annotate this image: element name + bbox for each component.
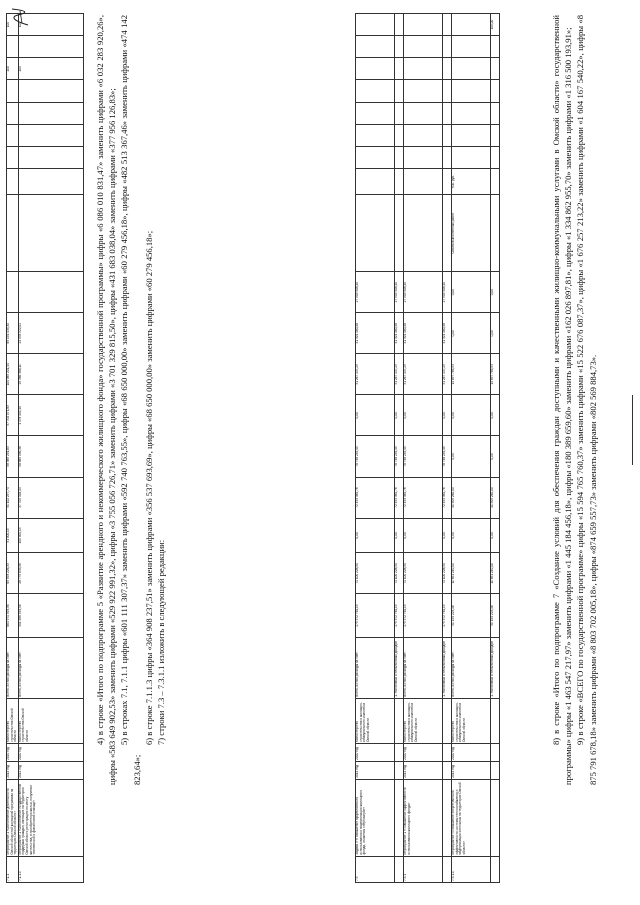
table-cell: 71 100 228,90	[395, 553, 404, 594]
amendment-paragraphs-1	[94, 15, 167, 785]
table-cell: 0,00	[491, 518, 500, 553]
table-cell: 501 696 533,56	[18, 594, 83, 637]
table-cell	[452, 80, 491, 102]
table-cell	[404, 168, 443, 194]
table-cell: 2014 год	[452, 761, 491, 779]
table-cell: 100,00	[491, 14, 500, 36]
table-cell	[443, 102, 452, 124]
table-cell: 2020 год	[452, 743, 491, 761]
table-cell	[491, 168, 500, 194]
table-cell: 51 267 147,25	[395, 354, 404, 395]
table-cell: Министерство строительства и жилищно-коммунального комплекса Омской области	[452, 698, 491, 743]
table-cell: 29 366 368,11	[18, 354, 83, 395]
table-cell	[491, 779, 500, 856]
table-cell: Объем выполненных работ	[452, 195, 491, 272]
table-cell: 41 321 160,48	[443, 313, 452, 354]
table-cell: Мероприятие «Повышение энергетической эффективности системы теплоснабжения и модернизации котельных на территории Омской области»	[452, 779, 491, 856]
table-cell	[356, 168, 395, 194]
table-cell	[7, 146, 19, 168]
table-cell	[356, 124, 395, 146]
table-cell: 279 572 764,19	[356, 594, 395, 637]
table-cell	[452, 14, 491, 36]
table-cell: 0,00	[356, 518, 395, 553]
table-cell: 51 267 147,25	[404, 354, 443, 395]
table-cell: 0,00	[491, 272, 500, 313]
table-cell: 27 903 908,40	[404, 272, 443, 313]
table-row	[18, 14, 83, 883]
table-cell: 14 697 783,53	[452, 354, 491, 395]
table-cell: 51 154 223,16	[452, 594, 491, 637]
table-cell: 1 478 452,40	[18, 395, 83, 436]
table-cell: 279 572 764,19	[395, 594, 404, 637]
table-cell: 0,00	[491, 436, 500, 477]
table-cell: 664 971 393,56	[7, 594, 19, 637]
table-cell: 78 748 249,45	[356, 436, 395, 477]
table-cell: 71 100 228,90	[443, 553, 452, 594]
table-cell: 0,00	[452, 436, 491, 477]
table-cell	[491, 124, 500, 146]
table-cell: 51 154 223,16	[491, 594, 500, 637]
table-cell: 41 321 160,48	[395, 313, 404, 354]
table-cell: 1. Налоговых и неналоговых доходов	[491, 637, 500, 698]
table-row	[452, 14, 491, 883]
table-cell	[491, 146, 500, 168]
table-cell	[7, 195, 19, 272]
table-cell	[404, 14, 443, 36]
table-cell	[491, 80, 500, 102]
table-cell: 71 100 228,90	[356, 553, 395, 594]
table-cell	[395, 58, 404, 80]
table-cell: 0,00	[404, 518, 443, 553]
amendment-item-8: 8) в строке «Итого по подпрограмме 7 «Создание условий для обеспечения граждан доступными и качественными жилищно-коммунальными услугами в Омской области» государственной программы» цифры «1 463 547 217,97» заменить цифрами «1 445 184 456,18», цифры «180 389 659,60» заменить цифрами «162 026 897,81», цифры «1 334 862 955,70» заменить цифрами «1 316 500 193,91»;	[551, 15, 574, 785]
table-cell	[7, 168, 19, 194]
table-cell: 2014 год	[7, 761, 19, 779]
table-cell	[356, 80, 395, 102]
table-cell: Всего, из них расходы за счет:	[7, 637, 19, 698]
table-cell: 0,00	[395, 518, 404, 553]
table-cell	[452, 58, 491, 80]
table-cell	[404, 36, 443, 58]
table-cell	[18, 80, 83, 102]
table-cell: 100	[7, 14, 19, 36]
table-cell	[491, 58, 500, 80]
table-cell: 2020 год	[404, 743, 443, 761]
table-cell: Всего, из них расходы за счет:	[452, 637, 491, 698]
table-cell: 98 389 291,83	[7, 436, 19, 477]
table-cell	[395, 80, 404, 102]
table-cell	[18, 195, 83, 272]
table-cell: Министерство строительства Омской области	[18, 698, 83, 743]
table-cell	[404, 146, 443, 168]
table-cell: 91 500,15	[7, 518, 19, 553]
table-cell: 1. Налоговых и неналоговых доходов	[443, 637, 452, 698]
amendment-item-4: 4) в строке «Итого по подпрограмме 5 «Развитие арендного и некоммерческого жилищного фонда» государственной программы» цифры «6 086 010 831,47» заменить цифрами «6 032 283 920,26», цифры «583 649 902,53» заменить цифрами «529 922 991,32», цифры «3 755 056 726,71» заменить цифрами «3 701 329 815,50», цифры «431 683 038,04» заменить цифрами «377 956 126,83»;	[95, 15, 118, 785]
table-cell	[491, 856, 500, 882]
table-cell: 2014 год	[18, 761, 83, 779]
table-cell: 2020 год	[18, 743, 83, 761]
table-cell: Всего, из них расходы за счет:	[18, 637, 83, 698]
table-cell	[395, 168, 404, 194]
table-cell: 104 385 201,44	[7, 354, 19, 395]
program-table-top	[6, 13, 84, 883]
table-cell: 28 779 633,96	[18, 553, 83, 594]
table-cell: 2020 год	[7, 743, 19, 761]
table-cell	[356, 146, 395, 168]
table-cell: 91 102 257,74	[7, 477, 19, 518]
table-cell	[395, 36, 404, 58]
table-cell: 1. Налоговых и неналоговых доходов	[395, 637, 404, 698]
table-cell: 41 321 160,48	[356, 313, 395, 354]
table-cell: 11 851 240,00	[491, 553, 500, 594]
table-cell	[404, 58, 443, 80]
table-cell: 97 704 071,83	[7, 395, 19, 436]
table-cell	[18, 168, 83, 194]
table-cell: 37 705 328,14	[18, 477, 83, 518]
amendment-item-7: 7) строки 7.3 – 7.3.1.1 изложить в следующей редакции:	[156, 539, 167, 745]
table-cell: 41 909 260,00	[491, 477, 500, 518]
table-cell: 27 903 908,40	[356, 272, 395, 313]
table-cell: 0,00	[491, 395, 500, 436]
table-cell: 2014 год	[404, 761, 443, 779]
table-cell	[7, 124, 19, 146]
table-cell: Мероприятие 1 «Обеспечение государственной поддержки граждан, имеющих на территории Омской области регистрацию по месту жительства, в приобретении жилья, получении технической и финансовой помощи»	[18, 779, 83, 856]
table-cell: 24 933 922,01	[18, 313, 83, 354]
table-cell: 7.1.1	[7, 856, 19, 882]
table-cell: 7.1.1.1	[18, 856, 83, 882]
table-cell: 0,00	[452, 518, 491, 553]
table-cell: Министерство строительства Омской области	[7, 698, 19, 743]
table-cell: 0,00	[443, 395, 452, 436]
table-cell: 0,00	[452, 272, 491, 313]
table-cell	[491, 743, 500, 761]
table-cell	[356, 36, 395, 58]
table-cell	[452, 36, 491, 58]
table-cell: 100	[7, 58, 19, 80]
table-cell	[404, 195, 443, 272]
table-cell: 7.3	[356, 856, 395, 882]
table-cell	[404, 124, 443, 146]
table-cell	[491, 698, 500, 743]
table-cell: 72 453 384,76	[356, 477, 395, 518]
table-cell	[7, 102, 19, 124]
table-row	[7, 14, 19, 883]
table-cell: 69 993 226,33	[7, 553, 19, 594]
table-cell: 78 748 249,45	[404, 436, 443, 477]
closing-rule	[632, 395, 633, 465]
table-cell: 2014 год	[356, 761, 395, 779]
table-cell: 0,00	[443, 518, 452, 553]
table-cell: 279 572 764,19	[404, 594, 443, 637]
table-cell	[7, 80, 19, 102]
table-row	[356, 14, 395, 883]
table-cell: 78 748 249,45	[443, 436, 452, 477]
table-cell	[404, 80, 443, 102]
table-cell	[18, 36, 83, 58]
table-cell: 0,00	[452, 395, 491, 436]
table-cell: 2020 год	[356, 743, 395, 761]
table-cell: 100	[18, 14, 83, 36]
table-cell: 0,00	[356, 395, 395, 436]
table-cell	[491, 102, 500, 124]
table-cell: 58 889 996,38	[18, 436, 83, 477]
table-cell	[395, 124, 404, 146]
table-cell	[452, 102, 491, 124]
table-cell: 51 267 147,25	[356, 354, 395, 395]
table-cell: 27 903 908,40	[395, 272, 404, 313]
table-cell	[443, 58, 452, 80]
table-cell: 41 321 160,48	[404, 313, 443, 354]
amendment-item-6: 6) в строке 7.1.1.3 цифры «364 908 237,51» заменить цифрами «356 537 693,69», цифры «68 650 000,00» заменить цифрами «60 279 456,18»;	[143, 230, 154, 745]
amendment-item-9: 9) в строке «ВСЕГО по государственной программе» цифры «15 594 765 760,37» заменить цифрами «15 522 676 087,37», цифры «1 676 257 213,22» заменить цифрами «1 604 167 540,22», цифры «8 875 791 678,18» заменить цифрами «8 803 702 005,18», цифры «874 659 557,73» заменить цифрами «802 569 884,73».	[575, 15, 598, 785]
table-cell: 0,00	[395, 395, 404, 436]
table-cell: 51 267 147,25	[443, 354, 452, 395]
table-cell: 27 903 908,40	[443, 272, 452, 313]
table-cell: Мероприятие 1 «Обеспечение деятельности Омской областной жилищной программы на территории Омской области»	[7, 779, 19, 856]
table-cell: Всего, из них расходы за счет:	[356, 637, 395, 698]
program-table-bottom	[355, 13, 500, 883]
table-cell	[7, 36, 19, 58]
table-cell: Министерство строительства и жилищно-коммунального комплекса Омской области	[356, 698, 395, 743]
table-cell: 0,00	[452, 313, 491, 354]
table-cell: тыс. руб.	[452, 168, 491, 194]
table-cell: Министерство строительства и жилищно-коммунального комплекса Омской области	[404, 698, 443, 743]
table-cell	[452, 124, 491, 146]
table-cell: 0,00	[491, 313, 500, 354]
table-cell: 100	[18, 58, 83, 80]
table-cell	[356, 14, 395, 36]
table-cell	[18, 272, 83, 313]
table-cell: 85 191 435,30	[7, 313, 19, 354]
table-cell: Мероприятие 1 «Повышение эффективности использования жилищного фонда»	[404, 779, 443, 856]
table-cell: 72 453 384,76	[404, 477, 443, 518]
table-cell: 279 572 764,19	[443, 594, 452, 637]
table-cell	[356, 102, 395, 124]
table-cell: 41 909 260,00	[452, 477, 491, 518]
table-cell	[443, 146, 452, 168]
table-cell	[395, 146, 404, 168]
table-cell	[356, 58, 395, 80]
table-cell	[7, 272, 19, 313]
table-cell	[18, 102, 83, 124]
table-cell	[18, 146, 83, 168]
table-cell: 72 453 384,76	[395, 477, 404, 518]
table-cell: 7.3.1	[404, 856, 443, 882]
table-cell: Всего, из них расходы за счет:	[404, 637, 443, 698]
table-cell	[404, 102, 443, 124]
table-cell: 72 453 384,76	[443, 477, 452, 518]
table-cell: 11 851 240,00	[452, 553, 491, 594]
table-cell: Задача 3 «Повышение эффективности использования и модернизации жилищного фонда, снижения энергозатрат»	[356, 779, 395, 856]
table-cell	[395, 102, 404, 124]
table-cell: 100 500,15	[18, 518, 83, 553]
table-cell: 71 100 228,90	[404, 553, 443, 594]
table-cell	[443, 80, 452, 102]
table-row	[404, 14, 443, 883]
table-cell	[356, 195, 395, 272]
table-cell	[443, 124, 452, 146]
table-cell	[443, 36, 452, 58]
table-cell	[395, 14, 404, 36]
table-cell	[395, 195, 404, 272]
table-row	[491, 14, 500, 883]
table-cell: 7.3.1.1	[452, 856, 491, 882]
table-cell: 14 697 783,53	[491, 354, 500, 395]
table-cell	[491, 761, 500, 779]
table-cell	[443, 14, 452, 36]
handwritten-signature-icon	[4, 5, 34, 29]
table-cell	[491, 36, 500, 58]
amendment-paragraphs-2	[550, 15, 599, 785]
table-cell	[18, 124, 83, 146]
table-cell	[491, 195, 500, 272]
table-cell: 78 748 249,45	[395, 436, 404, 477]
table-cell: 0,00	[404, 395, 443, 436]
table-cell	[452, 146, 491, 168]
amendment-item-5: 5) в строках 7.1, 7.1.1 цифры «601 111 307,37» заменить цифрами «592 740 763,55», цифры «68 650 000,00» заменить цифрами «60 279 456,18», цифры «482 513 367,46» заменить цифрами «474 142 823,64»;	[119, 15, 142, 785]
